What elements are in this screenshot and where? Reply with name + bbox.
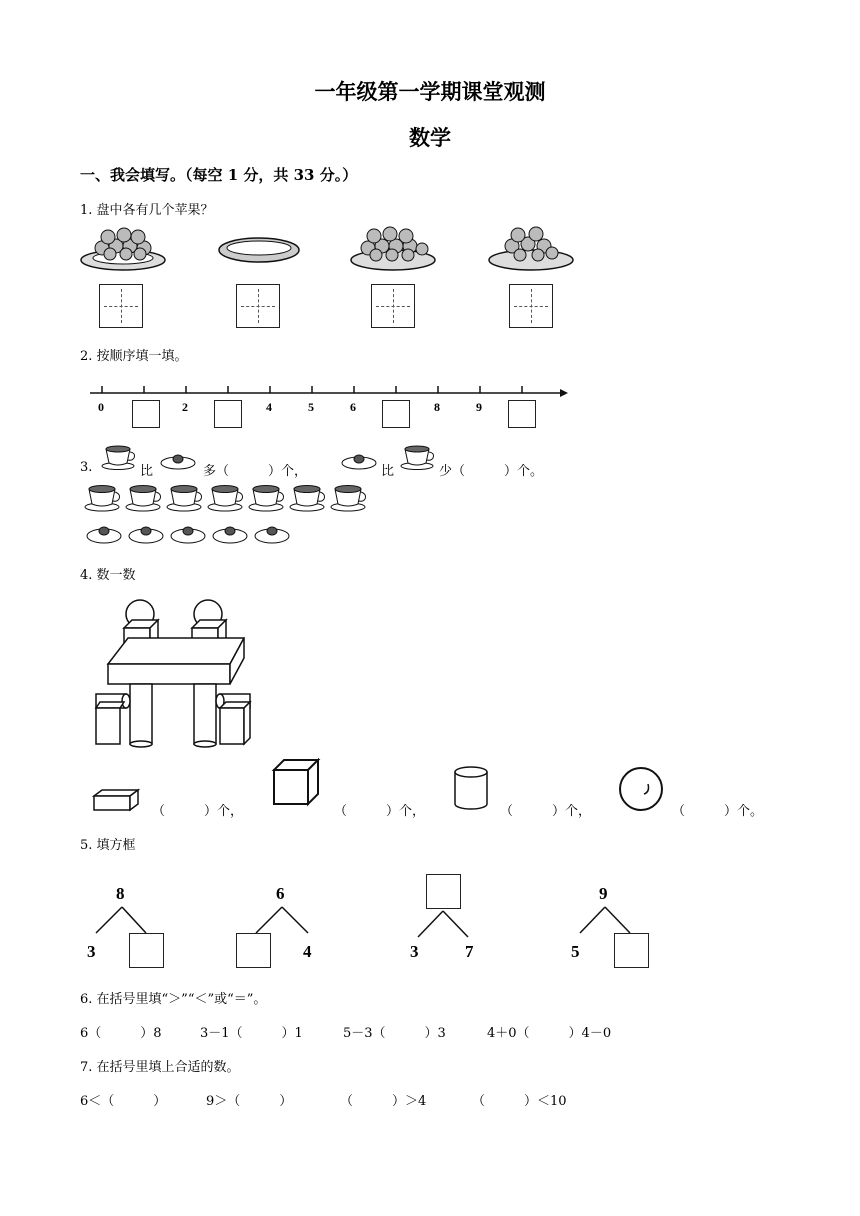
- number-line-box-1[interactable]: [132, 400, 160, 428]
- tree4-left: 5: [571, 942, 580, 961]
- q7-expr-2[interactable]: 9＞（ ）: [206, 1094, 293, 1109]
- tick-label-0: 0: [98, 400, 104, 414]
- q7-expr-3[interactable]: （ ）＞4: [340, 1094, 427, 1109]
- plate-apples-1: [80, 224, 170, 272]
- section-heading: 一、我会填写。（每空 1 分，共 33 分。）: [80, 166, 358, 184]
- q5-prompt: 5. 填方框: [80, 838, 136, 853]
- plate-empty: [218, 234, 300, 268]
- number-line: [90, 383, 570, 399]
- page-title: 一年级第一学期课堂观测: [314, 79, 546, 104]
- tick-label-6: 6: [350, 400, 356, 414]
- q4-blank-cuboid[interactable]: （ ）个，: [152, 804, 244, 819]
- answer-box-2[interactable]: [236, 284, 280, 328]
- q4-blank-sphere[interactable]: （ ）个。: [672, 804, 764, 819]
- subject-title: 数学: [409, 125, 451, 150]
- q4-blank-cylinder[interactable]: （ ）个，: [500, 804, 592, 819]
- q4-blank-cube[interactable]: （ ）个，: [334, 804, 426, 819]
- tree1-top: 8: [116, 884, 125, 903]
- sphere-icon: [618, 766, 664, 812]
- answer-box-3[interactable]: [371, 284, 415, 328]
- answer-box-1[interactable]: [99, 284, 143, 328]
- tree1-branches: [90, 905, 160, 935]
- cup-icon: [101, 444, 137, 470]
- cups-row: [84, 484, 374, 512]
- tree2-answer-box[interactable]: [236, 933, 271, 968]
- tick-label-4: 4: [266, 400, 272, 414]
- q3-shao-blank[interactable]: 少（ ）个。: [439, 464, 544, 479]
- tick-label-2: 2: [182, 400, 188, 414]
- plate-apples-3: [350, 224, 440, 272]
- q7-expr-4[interactable]: （ ）＜10: [472, 1094, 567, 1109]
- q2-prompt: 2. 按顺序填一填。: [80, 349, 188, 364]
- number-line-box-7[interactable]: [382, 400, 410, 428]
- q6-expr-1[interactable]: 6（ ）8: [80, 1026, 162, 1041]
- tick-label-8: 8: [434, 400, 440, 414]
- tree1-answer-box[interactable]: [129, 933, 164, 968]
- saucer-icon: [160, 450, 196, 470]
- tick-label-9: 9: [476, 400, 482, 414]
- q1-prompt: 1. 盘中各有几个苹果？: [80, 203, 214, 218]
- cylinder-icon: [452, 764, 492, 812]
- q4-prompt: 4. 数一数: [80, 568, 136, 583]
- number-line-box-3[interactable]: [214, 400, 242, 428]
- q6-expr-3[interactable]: 5－3（ ）3: [343, 1026, 446, 1041]
- q6-prompt: 6. 在括号里填“＞”“＜”或“＝”。: [80, 992, 267, 1007]
- plate-apples-4: [488, 224, 578, 272]
- block-building-figure: [90, 598, 260, 748]
- tree3-answer-box[interactable]: [426, 874, 461, 909]
- cube-icon: [272, 758, 322, 808]
- q3-number: 3.: [80, 460, 93, 475]
- saucers-row: [86, 522, 296, 546]
- tree3-right: 7: [465, 942, 474, 961]
- tree3-branches: [412, 909, 482, 939]
- tree4-branches: [572, 905, 642, 935]
- q6-expr-4[interactable]: 4＋0（ ）4－0: [487, 1026, 612, 1041]
- q3-bi-2: 比: [381, 464, 395, 479]
- q3-duo-blank[interactable]: 多（ ）个，: [203, 464, 308, 479]
- saucer-icon: [341, 450, 377, 470]
- tree2-top: 6: [276, 884, 285, 903]
- tick-label-5: 5: [308, 400, 314, 414]
- number-line-box-10[interactable]: [508, 400, 536, 428]
- q7-prompt: 7. 在括号里填上合适的数。: [80, 1060, 240, 1075]
- cup-icon: [400, 444, 436, 470]
- q3-bi-1: 比: [140, 464, 154, 479]
- tree2-right: 4: [303, 942, 312, 961]
- tree4-top: 9: [599, 884, 608, 903]
- q7-expr-1[interactable]: 6＜（ ）: [80, 1094, 167, 1109]
- tree2-branches: [248, 905, 318, 935]
- tree1-left: 3: [87, 942, 96, 961]
- tree4-answer-box[interactable]: [614, 933, 649, 968]
- tree3-left: 3: [410, 942, 419, 961]
- answer-box-4[interactable]: [509, 284, 553, 328]
- q6-expr-2[interactable]: 3－1（ ）1: [200, 1026, 303, 1041]
- cuboid-icon: [92, 788, 140, 812]
